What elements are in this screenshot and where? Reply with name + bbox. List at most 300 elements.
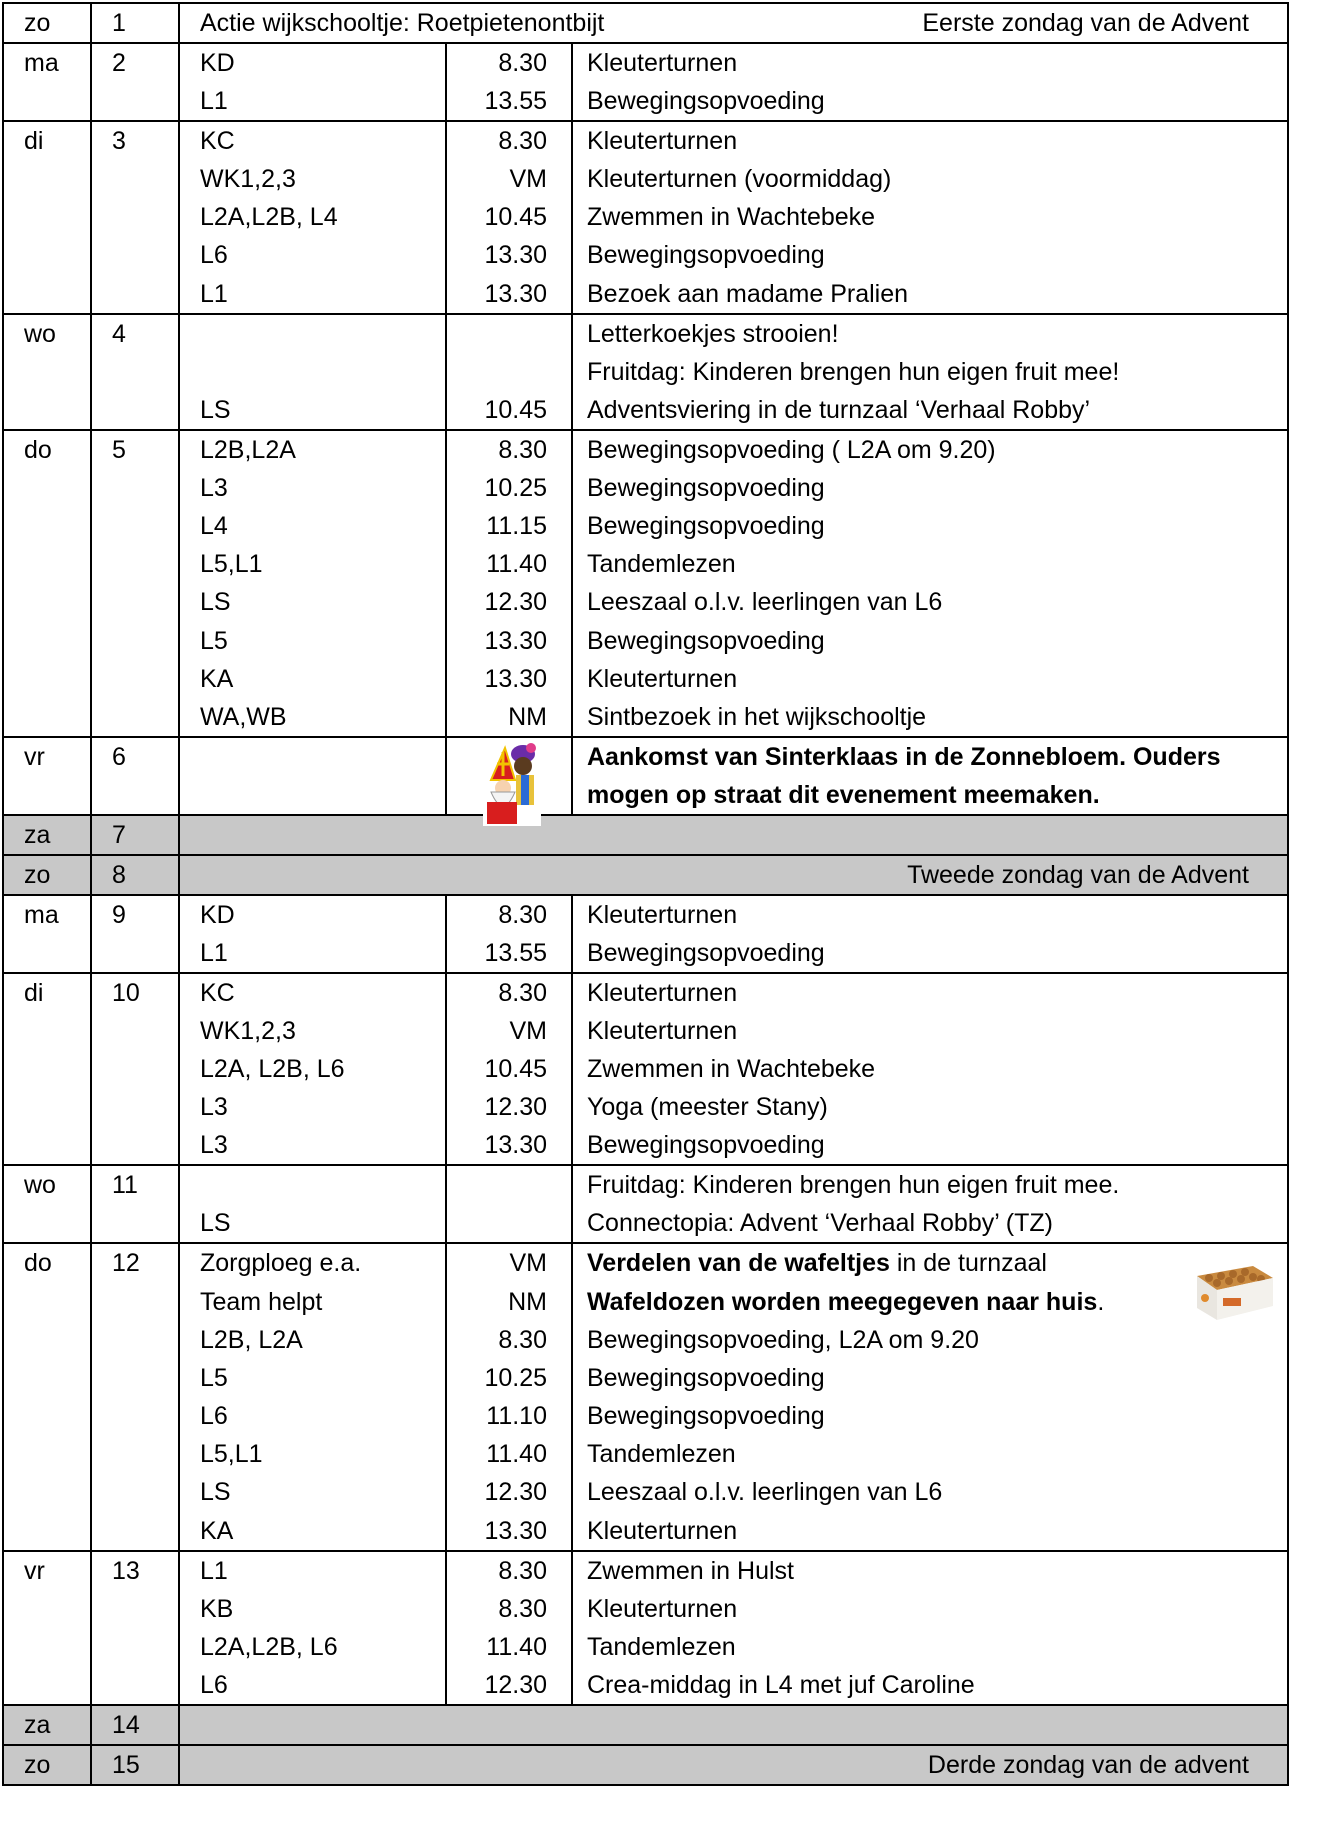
activity-cell (572, 160, 1288, 198)
class-cell (179, 1243, 446, 1282)
day-cell (3, 160, 91, 198)
activity-text: Bewegingsopvoeding (587, 87, 825, 115)
time-label: 10.45 (484, 203, 547, 232)
activity-text: Bezoek aan madame Pralien (587, 279, 909, 308)
activity-text: Bewegingsopvoeding (587, 1402, 825, 1431)
day-label: wo (24, 1171, 56, 1200)
day-cell (3, 660, 91, 698)
time-label: 8.30 (498, 49, 547, 77)
calendar-row (3, 1050, 1288, 1088)
activity-text: Kleuterturnen (587, 1594, 738, 1623)
time-label: 8.30 (498, 435, 547, 464)
class-cell (179, 1590, 446, 1628)
day-cell (3, 895, 91, 934)
day-cell (3, 1321, 91, 1359)
day-label: zo (24, 9, 51, 37)
time-label: VM (509, 1249, 547, 1278)
date-cell (91, 545, 179, 583)
activity-cell (572, 660, 1288, 698)
time-label: 8.30 (498, 127, 547, 155)
time-cell (446, 1126, 572, 1165)
date-number: 2 (112, 49, 126, 77)
day-cell (3, 1243, 91, 1282)
class-cell (179, 895, 446, 934)
day-cell (3, 545, 91, 583)
time-cell (446, 236, 572, 274)
calendar-row (3, 1321, 1288, 1359)
day-cell (3, 1666, 91, 1705)
time-cell (446, 1359, 572, 1397)
time-cell (446, 973, 572, 1012)
time-label: 10.25 (484, 1363, 547, 1392)
date-cell (91, 1321, 179, 1359)
class-label: WK1,2,3 (200, 1016, 296, 1045)
date-cell (91, 82, 179, 121)
activity-cell (572, 43, 1288, 82)
activity-text: Bewegingsopvoeding ( L2A om 9.20) (587, 435, 996, 464)
time-label: 13.30 (484, 241, 547, 270)
time-cell (446, 698, 572, 737)
day-cell (3, 391, 91, 430)
class-cell (179, 737, 446, 776)
date-cell (91, 1165, 179, 1204)
december-calendar-table (2, 2, 1289, 1786)
day-cell (3, 121, 91, 160)
day-label: do (24, 435, 52, 464)
class-label: L1 (200, 87, 228, 115)
activity-text: Fruitdag: Kinderen brengen hun eigen fruit mee. (587, 1171, 1120, 1200)
time-label: 8.30 (498, 1325, 547, 1354)
class-cell (179, 314, 446, 353)
activity-text: Kleuterturnen (587, 900, 738, 929)
time-cell (446, 660, 572, 698)
class-cell (179, 1204, 446, 1243)
date-cell (91, 469, 179, 507)
weekend-cell (179, 1705, 1288, 1745)
time-label: 8.30 (498, 1594, 547, 1623)
day-label: za (24, 1710, 51, 1739)
time-cell (446, 121, 572, 160)
date-cell (91, 815, 179, 855)
activity-text: mogen op straat dit evenement meemaken. (587, 780, 1100, 809)
date-number: 13 (112, 1556, 140, 1585)
class-cell (179, 660, 446, 698)
day-cell (3, 236, 91, 274)
date-cell (91, 236, 179, 274)
date-cell (91, 1705, 179, 1745)
time-cell (446, 1088, 572, 1126)
activity-cell (572, 1359, 1288, 1397)
date-cell (91, 1512, 179, 1551)
day-cell (3, 1551, 91, 1590)
time-label: NM (508, 1287, 547, 1316)
class-label: L4 (200, 512, 228, 541)
activity-text: Kleuterturnen (587, 49, 738, 77)
activity-text: Wafeldozen worden meegegeven naar huis (587, 1287, 1098, 1316)
time-cell (446, 198, 572, 236)
activity-text: Bewegingsopvoeding (587, 512, 825, 541)
calendar-row (3, 1282, 1288, 1320)
activity-text: Tandemlezen (587, 1632, 736, 1661)
calendar-row (3, 1204, 1288, 1243)
class-cell (179, 1512, 446, 1551)
day-label: di (24, 978, 44, 1007)
date-cell (91, 1628, 179, 1666)
date-cell (91, 855, 179, 895)
header-cell (179, 3, 1288, 43)
weekend-content (200, 856, 1273, 894)
activity-text: Bewegingsopvoeding, L2A om 9.20 (587, 1325, 979, 1354)
day-cell (3, 1050, 91, 1088)
class-cell (179, 430, 446, 469)
class-cell (179, 391, 446, 430)
date-cell (91, 3, 179, 43)
calendar-row (3, 1628, 1288, 1666)
time-cell (446, 1397, 572, 1435)
calendar-row (3, 660, 1288, 698)
date-cell (91, 1126, 179, 1165)
class-label: L3 (200, 1131, 228, 1160)
time-label: 11.40 (486, 1440, 547, 1469)
sunday-label: Eerste zondag van de Advent (922, 9, 1249, 37)
class-label: L2B, L2A (200, 1325, 303, 1354)
date-cell (91, 160, 179, 198)
class-label: WK1,2,3 (200, 165, 296, 194)
date-number: 8 (112, 860, 126, 889)
date-cell (91, 1590, 179, 1628)
activity-cell (572, 1243, 1288, 1282)
class-cell (179, 43, 446, 82)
class-cell (179, 507, 446, 545)
time-cell (446, 1473, 572, 1511)
activity-cell (572, 1165, 1288, 1204)
activity-cell (572, 622, 1288, 660)
activity-cell (572, 895, 1288, 934)
day-cell (3, 1745, 91, 1785)
activity-cell (572, 1050, 1288, 1088)
time-label: VM (509, 1016, 547, 1045)
calendar-row (3, 353, 1288, 391)
calendar-row (3, 160, 1288, 198)
activity-text: Connectopia: Advent ‘Verhaal Robby’ (TZ) (587, 1209, 1053, 1238)
time-cell (446, 1628, 572, 1666)
day-cell (3, 353, 91, 391)
activity-text: Zwemmen in Wachtebeke (587, 1055, 876, 1084)
activity-cell (572, 973, 1288, 1012)
day-cell (3, 3, 91, 43)
class-cell (179, 583, 446, 621)
activity-text: Kleuterturnen (voormiddag) (587, 165, 892, 194)
class-cell (179, 353, 446, 391)
class-cell (179, 1088, 446, 1126)
activity-cell (572, 507, 1288, 545)
calendar-row (3, 776, 1288, 815)
calendar-row (3, 1745, 1288, 1785)
day-cell (3, 1282, 91, 1320)
class-label: Team helpt (200, 1287, 323, 1316)
class-label: L5,L1 (200, 1440, 263, 1469)
activity-text: Bewegingsopvoeding (587, 1363, 825, 1392)
date-cell (91, 1243, 179, 1282)
waffle-box-image (1193, 1246, 1277, 1322)
day-cell (3, 430, 91, 469)
calendar-row (3, 1512, 1288, 1551)
date-number: 10 (112, 978, 140, 1007)
day-cell (3, 1512, 91, 1551)
day-cell (3, 314, 91, 353)
calendar-row (3, 236, 1288, 274)
calendar-row (3, 198, 1288, 236)
date-cell (91, 660, 179, 698)
activity-cell (572, 1282, 1288, 1320)
date-cell (91, 1397, 179, 1435)
time-label: 13.30 (484, 1516, 547, 1545)
activity-cell (572, 469, 1288, 507)
calendar-row (3, 1126, 1288, 1165)
activity-cell (572, 275, 1288, 314)
activity-cell (572, 698, 1288, 737)
day-cell (3, 698, 91, 737)
activity-text-rest: . (1097, 1287, 1105, 1316)
time-label: 8.30 (498, 978, 547, 1007)
day-cell (3, 469, 91, 507)
calendar-row (3, 583, 1288, 621)
activity-text: Tandemlezen (587, 1440, 736, 1469)
activity-cell (572, 1512, 1288, 1551)
activity-cell (572, 314, 1288, 353)
class-cell (179, 698, 446, 737)
day-label: vr (24, 742, 45, 771)
date-number: 1 (112, 9, 126, 37)
class-cell (179, 1473, 446, 1511)
activity-cell (572, 1551, 1288, 1590)
class-cell (179, 1435, 446, 1473)
calendar-row (3, 1551, 1288, 1590)
calendar-row (3, 737, 1288, 776)
time-label: 11.40 (486, 550, 547, 579)
date-cell (91, 698, 179, 737)
date-cell (91, 776, 179, 815)
time-cell (446, 1321, 572, 1359)
activity-cell (572, 391, 1288, 430)
class-label: L6 (200, 1670, 228, 1699)
class-cell (179, 1666, 446, 1705)
day-cell (3, 1628, 91, 1666)
weekend-cell (179, 855, 1288, 895)
activity-cell (572, 1666, 1288, 1705)
activity-text: Leeszaal o.l.v. leerlingen van L6 (587, 1478, 943, 1507)
time-cell (446, 583, 572, 621)
date-number: 11 (112, 1171, 138, 1200)
calendar-row (3, 622, 1288, 660)
action-title: Actie wijkschooltje: Roetpietenontbijt (200, 9, 605, 37)
date-cell (91, 1473, 179, 1511)
activity-text: Bewegingsopvoeding (587, 938, 825, 967)
date-cell (91, 895, 179, 934)
calendar-row (3, 698, 1288, 737)
day-cell (3, 1590, 91, 1628)
date-number: 3 (112, 127, 126, 155)
class-label: L1 (200, 1556, 228, 1585)
time-cell (446, 895, 572, 934)
time-cell (446, 507, 572, 545)
date-cell (91, 391, 179, 430)
time-label: 11.15 (486, 512, 547, 541)
sinterklaas-piet-image (483, 740, 541, 826)
class-cell (179, 1050, 446, 1088)
class-label: L1 (200, 279, 228, 308)
time-label: 8.30 (498, 900, 547, 929)
class-label: L3 (200, 1093, 228, 1122)
calendar-row (3, 1397, 1288, 1435)
time-cell (446, 469, 572, 507)
time-cell (446, 1204, 572, 1243)
date-cell (91, 973, 179, 1012)
class-cell (179, 545, 446, 583)
activity-text: Zwemmen in Wachtebeke (587, 203, 876, 232)
activity-text-rest: in de turnzaal (889, 1249, 1047, 1278)
day-cell (3, 776, 91, 815)
class-cell (179, 275, 446, 314)
class-label: L2A,L2B, L4 (200, 203, 338, 232)
date-number: 12 (112, 1249, 140, 1278)
day-cell (3, 1204, 91, 1243)
day-label: di (24, 127, 44, 155)
activity-cell (572, 1628, 1288, 1666)
activity-cell (572, 1321, 1288, 1359)
activity-cell (572, 236, 1288, 274)
class-cell (179, 973, 446, 1012)
calendar-row (3, 430, 1288, 469)
class-cell (179, 469, 446, 507)
activity-text: Zwemmen in Hulst (587, 1556, 794, 1585)
time-label: 12.30 (484, 1478, 547, 1507)
calendar-row (3, 469, 1288, 507)
activity-cell (572, 1126, 1288, 1165)
activity-cell (572, 583, 1288, 621)
day-cell (3, 198, 91, 236)
day-label: do (24, 1249, 52, 1278)
time-label: 13.55 (484, 938, 547, 967)
weekend-content (200, 1746, 1273, 1784)
time-label: 13.30 (484, 626, 547, 655)
activity-cell (572, 934, 1288, 973)
activity-text: Letterkoekjes strooien! (587, 319, 839, 348)
activity-cell (572, 776, 1288, 815)
class-cell (179, 1359, 446, 1397)
activity-cell (572, 1397, 1288, 1435)
time-label: 8.30 (498, 1556, 547, 1585)
date-number: 15 (112, 1750, 140, 1779)
activity-text: Bewegingsopvoeding (587, 473, 825, 502)
calendar-row (3, 275, 1288, 314)
activity-text: Crea-middag in L4 met juf Caroline (587, 1670, 975, 1699)
class-label: L6 (200, 1402, 228, 1431)
class-label: KC (200, 978, 235, 1007)
date-cell (91, 1666, 179, 1705)
header-content (200, 4, 1273, 42)
date-cell (91, 43, 179, 82)
time-cell (446, 275, 572, 314)
class-cell (179, 236, 446, 274)
time-cell (446, 737, 572, 776)
activity-text: Bewegingsopvoeding (587, 626, 825, 655)
day-cell (3, 622, 91, 660)
activity-text: Adventsviering in de turnzaal ‘Verhaal Robby’ (587, 395, 1091, 424)
calendar-row (3, 895, 1288, 934)
class-label: LS (200, 1478, 231, 1507)
calendar-row (3, 545, 1288, 583)
class-cell (179, 1551, 446, 1590)
class-label: KA (200, 1516, 234, 1545)
date-cell (91, 1435, 179, 1473)
date-cell (91, 934, 179, 973)
calendar-row (3, 934, 1288, 973)
activity-text: Kleuterturnen (587, 664, 738, 693)
class-label: L6 (200, 241, 228, 270)
time-label: 10.45 (484, 1055, 547, 1084)
time-cell (446, 1666, 572, 1705)
time-cell (446, 1590, 572, 1628)
activity-cell (572, 430, 1288, 469)
day-cell (3, 1397, 91, 1435)
activity-text: Leeszaal o.l.v. leerlingen van L6 (587, 588, 943, 617)
time-label: 12.30 (484, 1670, 547, 1699)
date-number: 14 (112, 1710, 140, 1739)
calendar-row (3, 1666, 1288, 1705)
time-label: 11.10 (486, 1402, 547, 1431)
activity-cell (572, 198, 1288, 236)
class-label: L5 (200, 1363, 228, 1392)
activity-cell (572, 1204, 1288, 1243)
activity-cell (572, 737, 1288, 776)
time-cell (446, 391, 572, 430)
time-cell (446, 43, 572, 82)
class-label: Zorgploeg e.a. (200, 1249, 362, 1278)
time-label: 11.40 (486, 1632, 547, 1661)
date-cell (91, 1551, 179, 1590)
day-cell (3, 815, 91, 855)
day-cell (3, 973, 91, 1012)
class-label: WA,WB (200, 702, 287, 731)
class-cell (179, 622, 446, 660)
date-cell (91, 1359, 179, 1397)
date-cell (91, 430, 179, 469)
activity-text: Bewegingsopvoeding (587, 1131, 825, 1160)
class-cell (179, 160, 446, 198)
time-cell (446, 1551, 572, 1590)
day-cell (3, 1435, 91, 1473)
activity-cell (572, 82, 1288, 121)
time-label: 10.45 (484, 395, 547, 424)
activity-text: Tandemlezen (587, 550, 736, 579)
activity-text: Verdelen van de wafeltjes (587, 1249, 890, 1278)
time-cell (446, 622, 572, 660)
date-cell (91, 507, 179, 545)
class-label: LS (200, 588, 231, 617)
class-label: L1 (200, 938, 228, 967)
date-number: 6 (112, 742, 126, 771)
date-cell (91, 583, 179, 621)
time-cell (446, 1165, 572, 1204)
calendar-row (3, 82, 1288, 121)
time-label: 13.55 (484, 87, 547, 115)
calendar-row (3, 121, 1288, 160)
weekend-cell (179, 1745, 1288, 1785)
time-label: 12.30 (484, 1093, 547, 1122)
calendar-row (3, 855, 1288, 895)
time-label: NM (508, 702, 547, 731)
